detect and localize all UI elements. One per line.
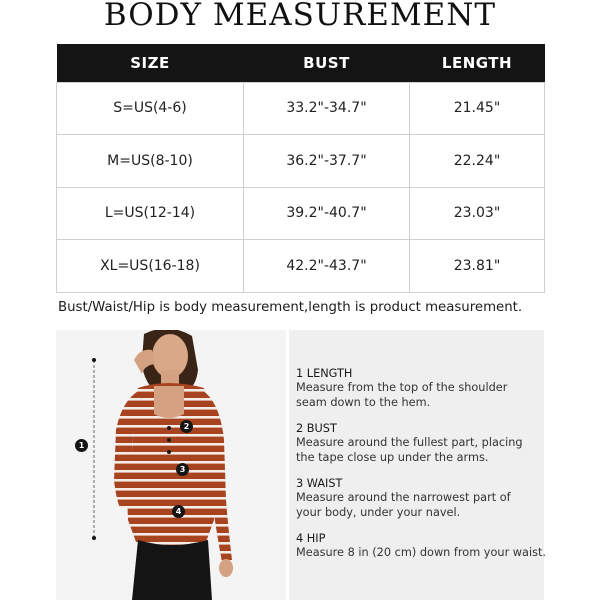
cell-length: 23.03" [410, 187, 545, 240]
header-bust: BUST [244, 44, 410, 82]
cell-bust: 39.2"-40.7" [244, 187, 410, 240]
marker-waist: 3 [176, 463, 189, 476]
table-row [57, 240, 545, 293]
guide-length-line-2: seam down to the hem. [296, 395, 431, 409]
cell-size: XL=US(16-18) [57, 240, 244, 293]
cell-length: 22.24" [410, 135, 545, 188]
guide-waist-heading: 3 WAIST [296, 477, 343, 490]
cell-bust: 42.2"-43.7" [244, 240, 410, 293]
page-title: BODY MEASUREMENT [103, 0, 497, 33]
table-row [57, 82, 545, 135]
table-row [57, 135, 545, 188]
marker-hip: 4 [172, 505, 185, 518]
guide-waist-line-2: your body, under your navel. [296, 505, 461, 519]
cell-size: S=US(4-6) [57, 82, 244, 135]
guide-bust-line-1: Measure around the fullest part, placing [296, 436, 523, 449]
guide-length-line-1: Measure from the top of the shoulder [296, 381, 508, 394]
guide-bust [296, 421, 546, 465]
guide-bust-heading: 2 BUST [296, 422, 337, 435]
guide-length [296, 366, 546, 410]
cell-size: M=US(8-10) [57, 135, 244, 188]
cell-length: 23.81" [410, 240, 545, 293]
model-photo-panel [56, 330, 286, 600]
header-size: SIZE [57, 44, 244, 82]
measurement-note: Bust/Waist/Hip is body measurement,length is product measurement. [58, 300, 523, 315]
guide-waist [296, 476, 546, 520]
cell-bust: 33.2"-34.7" [244, 82, 410, 135]
guide-hip [296, 531, 546, 561]
cell-size: L=US(12-14) [57, 187, 244, 240]
header-length: LENGTH [410, 44, 545, 82]
marker-bust: 2 [180, 420, 193, 433]
table-row [57, 187, 545, 240]
guide-hip-heading: 4 HIP [296, 532, 326, 545]
table-header-row [57, 44, 545, 82]
cell-bust: 36.2"-37.7" [244, 135, 410, 188]
guide-bust-line-2: the tape close up under the arms. [296, 450, 489, 464]
model-illustration [56, 330, 286, 600]
guide-length-heading: 1 LENGTH [296, 367, 353, 380]
cell-length: 21.45" [410, 82, 545, 135]
guide-waist-line-1: Measure around the narrowest part of [296, 491, 511, 504]
guide-hip-line-1: Measure 8 in (20 cm) down from your waist. [296, 546, 547, 559]
marker-length: 1 [75, 439, 88, 452]
size-chart-table [56, 44, 545, 293]
